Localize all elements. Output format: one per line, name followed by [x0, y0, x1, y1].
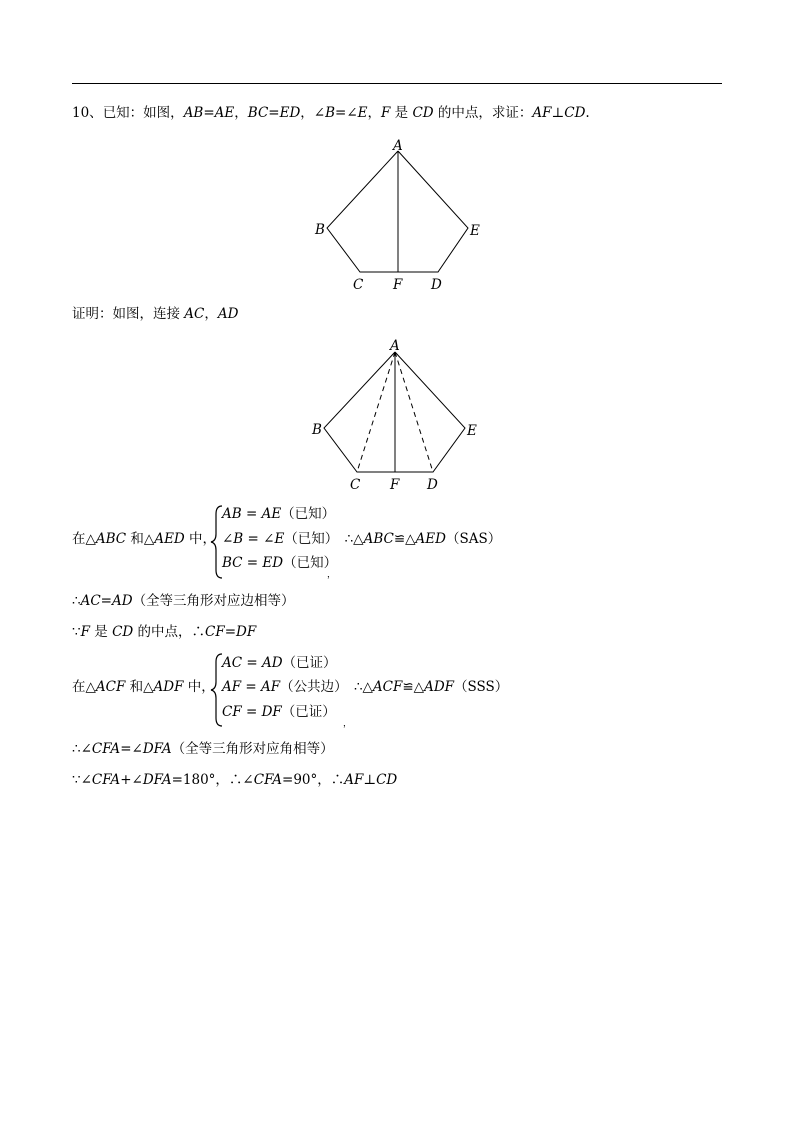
system2-row-2: AF = AF（公共边） ∴△ACF≌△ADF（SSS）: [222, 679, 509, 695]
system2-row-1: AC = AD（已证）: [222, 655, 337, 671]
fig1-label-b: B: [315, 222, 325, 238]
line-f-midpoint: ∵F 是 CD 的中点，∴CF=DF: [72, 624, 257, 640]
system1-prefix: 在△ABC 和△AED 中，: [72, 531, 217, 547]
fig2-label-a: A: [390, 338, 400, 354]
fig1-pentagon-outline: [327, 151, 468, 272]
line-final-conclusion: ∵∠CFA+∠DFA=180°，∴∠CFA=90°，∴AF⊥CD: [72, 772, 398, 788]
line-angles-equal: ∴∠CFA=∠DFA（全等三角形对应角相等）: [72, 741, 334, 757]
system1-row-3: BC = ED（已知）: [222, 555, 338, 571]
fig1-label-e: E: [470, 223, 480, 239]
system2-comma: ，: [343, 719, 353, 729]
system2-conclusion: ∴△ACF≌△ADF（SSS）: [353, 679, 509, 695]
fig2-label-f: F: [390, 477, 400, 493]
system1-comma: ，: [327, 570, 337, 580]
fig1-label-f: F: [393, 277, 403, 293]
system2-row-3: CF = DF（已证）: [222, 704, 336, 720]
fig2-label-c: C: [350, 477, 361, 493]
fig1-label-c: C: [353, 277, 364, 293]
system1-conclusion: ∴△ABC≌△AED（SAS）: [344, 531, 502, 547]
fig2-label-b: B: [312, 422, 322, 438]
system1-row-1: AB = AE（已知）: [222, 506, 336, 522]
proof-intro: 证明：如图，连接 AC，AD: [72, 306, 239, 322]
header-rule: [72, 83, 722, 84]
problem-number: 10、: [72, 105, 103, 121]
system2-prefix: 在△ACF 和△ADF 中，: [72, 679, 215, 695]
system1-row-2: ∠B = ∠E（已知） ∴△ABC≌△AED（SAS）: [222, 531, 502, 547]
fig2-label-e: E: [467, 423, 477, 439]
fig1-label-a: A: [393, 138, 403, 154]
fig2-pentagon-outline: [324, 352, 465, 472]
fig2-label-d: D: [427, 477, 438, 493]
problem-statement: 10、已知：如图，AB=AE，BC=ED，∠B=∠E，F 是 CD 的中点，求证：AF⊥CD.: [72, 105, 590, 121]
fig2-segment-ad-dashed: [395, 352, 433, 472]
line-ac-equals-ad: ∴AC=AD（全等三角形对应边相等）: [72, 593, 295, 609]
fig2-segment-ac-dashed: [357, 352, 395, 472]
fig1-label-d: D: [431, 277, 442, 293]
